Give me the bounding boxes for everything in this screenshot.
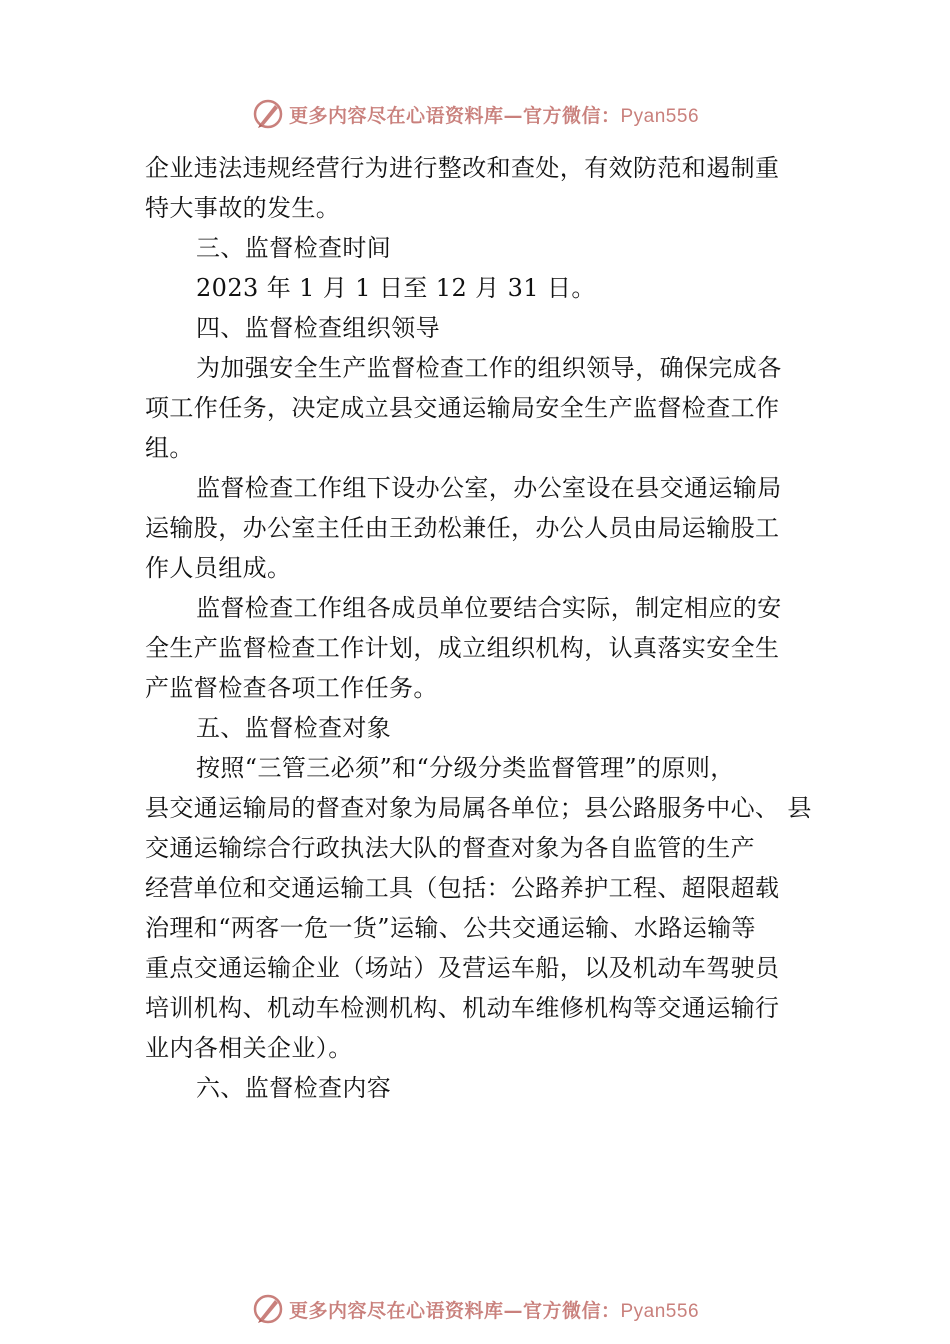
footer-banner [0, 1289, 950, 1329]
section-heading: 三、监督检查时间 [196, 234, 392, 262]
footer-banner-text [289, 1296, 699, 1323]
body-line: 业内各相关企业）。 [145, 1034, 353, 1062]
body-line: 县交通运输局的督查对象为局属各单位；县公路服务中心、 县 [145, 794, 812, 822]
pen-logo-icon [251, 97, 285, 131]
header-banner-title: 更多内容尽在心语资料库 [288, 104, 504, 127]
body-line: 治理和“两客一危一货”运输、公共交通运输、水路运输等 [145, 914, 756, 942]
body-line: 监督检查工作组下设办公室，办公室设在县交通运输局 [196, 474, 782, 502]
header-banner-wechat-id: Pyan556 [620, 105, 700, 127]
body-line: 2023 年 1 月 1 日至 12 月 31 日。 [196, 274, 596, 302]
body-line: 监督检查工作组各成员单位要结合实际，制定相应的安 [196, 594, 782, 622]
pen-logo-icon [251, 1292, 285, 1326]
body-line: 交通运输综合行政执法大队的督查对象为各自监管的生产 [145, 834, 755, 862]
body-line: 特大事故的发生。 [145, 194, 341, 222]
body-line: 为加强安全生产监督检查工作的组织领导，确保完成各 [196, 354, 782, 382]
body-line: 运输股，办公室主任由王劲松兼任，办公人员由局运输股工 [145, 514, 780, 542]
body-line: 按照“三管三必须”和“分级分类监督管理”的原则， [196, 754, 735, 782]
body-line: 企业违法违规经营行为进行整改和查处，有效防范和遏制重 [145, 154, 780, 182]
document-body [145, 148, 815, 1108]
body-line: 组。 [145, 434, 194, 462]
header-banner-wechat-label: 官方微信： [522, 104, 621, 127]
header-banner-dash: — [503, 104, 523, 127]
body-line: 全生产监督检查工作计划，成立组织机构，认真落实安全生 [145, 634, 780, 662]
section-heading: 四、监督检查组织领导 [196, 314, 440, 342]
section-heading: 五、监督检查对象 [196, 714, 392, 742]
header-banner [0, 94, 950, 134]
header-banner-text [289, 101, 699, 128]
body-line: 产监督检查各项工作任务。 [145, 674, 438, 702]
section-heading: 六、监督检查内容 [196, 1074, 392, 1102]
footer-banner-title: 更多内容尽在心语资料库 [288, 1299, 504, 1322]
body-line: 重点交通运输企业（场站）及营运车船，以及机动车驾驶员 [145, 954, 780, 982]
footer-banner-wechat-id: Pyan556 [620, 1300, 700, 1322]
body-line: 培训机构、机动车检测机构、机动车维修机构等交通运输行 [145, 994, 780, 1022]
footer-banner-dash: — [503, 1299, 523, 1322]
body-line: 项工作任务，决定成立县交通运输局安全生产监督检查工作 [145, 394, 780, 422]
body-line: 作人员组成。 [145, 554, 292, 582]
body-line: 经营单位和交通运输工具（包括：公路养护工程、超限超载 [145, 874, 780, 902]
footer-banner-wechat-label: 官方微信： [522, 1299, 621, 1322]
